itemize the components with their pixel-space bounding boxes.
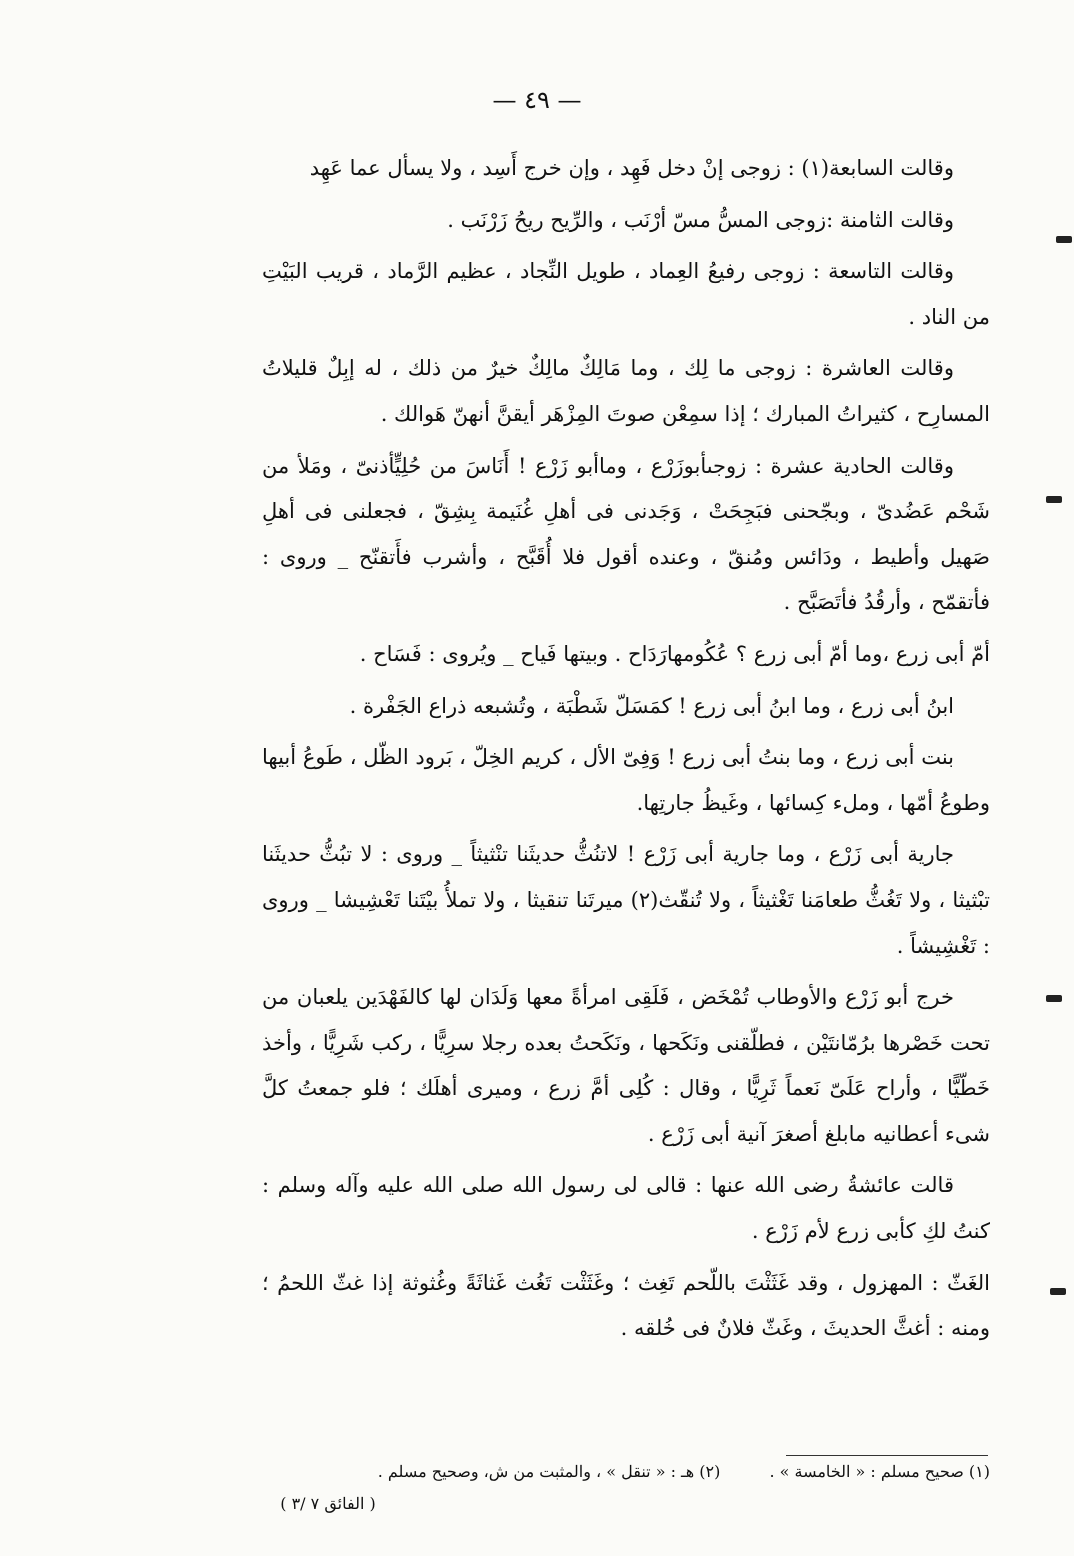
footnotes xyxy=(300,1460,990,1484)
paragraph: الغَثّ : المهزول ، وقد غَثَثْتَ باللّحم تَغِث ؛ وغَثَثْت تَغُث غَثاثَةً وغُثوثة إذا غثّ اللحمُ ؛ ومنه : أغثَّ الحديثَ ، وغَثّ فلانٌ فى خُلقه . xyxy=(262,1270,990,1341)
paragraph: أمّ أبى زرع ،وما أمّ أبى زرع ؟ عُكُومهارَدَاح . وبيتها فَياح _ ويُروى : فَسَاح . xyxy=(359,641,990,666)
paragraph: خرج أبو زَرْع والأوطاب تُمْخَض ، فَلَقِى امرأةً معها وَلَدَان لها كالفَهْدَين يلعبان من تحت خَصْرها برُمّانتَيْن ، فطلّقنى ونَكَحها ، ونَكَحتُ بعده رجلا سرِيًّا ، ركب شَرِيًّا ، وأخذ خَطّيًّا ، وأراح عَلَىّ نَعماً ثَرِيًّا ، وقال : كُلِى أمَّ زرع ، وميرى أهلَك ؛ فلو جمعتُ كلَّ شىء أعطانيه مابلغ أصغرَ آنية أبى زَرْع . xyxy=(262,985,990,1146)
margin-marker xyxy=(1050,1288,1066,1295)
margin-marker xyxy=(1046,995,1062,1002)
page-number: — ٤٩ — xyxy=(492,86,582,114)
paragraph: وقالت التاسعة : زوجى رفيعُ العِماد ، طويل النِّجاد ، عظيم الرَّماد ، قريب البَيْتِ من الناد . xyxy=(262,259,990,329)
footnote-divider xyxy=(786,1455,988,1456)
paragraph: وقالت الحادية عشرة : زوجىأبوزَرْع ، وماأبو زَرْع ! أَنَاسَ من حُلِيٍّأذنىّ ، ومَلأ من شَحْم عَضُدىّ ، وبجّحنى فبَجِحَتْ ، وَجَدنى فى أهلِ غُنَيمة بِشِقّ ، فجعلنى فى أهلِ صَهيل وأطيط ، ودَائس ومُنقّ ، وعنده أقول فلا أُقَبَّح ، وأشرب فأَتقنّح _ وروى : فأتقمّح ، وأرقُدُ فأتَصَبَّح . xyxy=(262,453,990,615)
paragraph: جارية أبى زَرْع ، وما جارية أبى زَرْع ! لاتنُثُّ حديثَنا تنْثيثاً _ وروى : لا تبُثُّ حديثَنا تبْثيثا ، ولا تَغُثُّ طعامَنا تَغْثيثاً ، ولا تُنقّث(٢) ميرتَنا تنقيثا ، ولا تملأُ بيْتَنا تَعْشِيشا _ وروى : تَغْشِيشاً . xyxy=(262,842,990,958)
paragraph: بنت أبى زرع ، وما بنتُ أبى زرع ! وَفِىّ الأل ، كريم الخِلّ ، بَرود الظّل ، طَوعُ أبيها وطوعُ أمّها ، وملء كِسائها ، وغَيظُ جارتِها. xyxy=(262,745,990,815)
paragraph: قالت عائشةُ رضى الله عنها : قالى لى رسول الله صلى الله عليه وآله وسلم : كنتُ لكِ كأبى زرع لأم زَرْع . xyxy=(262,1173,990,1244)
paragraph: وقالت السابعة(١) : زوجى إنْ دخل فَهِد ، وإن خرج أَسِد ، ولا يسأل عما عَهِد xyxy=(309,156,954,180)
signature-mark: ( الفائق ٧ /٣ ) xyxy=(280,1494,376,1513)
paragraph: وقالت العاشرة : زوجى ما لِك ، وما مَالِكٌ مالِكٌ خيرٌ من ذلك ، له إبِلٌ قليلاتُ المسارِح ، كثيراتُ المبارك ؛ إذا سمِعْن صوتَ المِزْهَر أيقنَّ أنهنّ هَوالك . xyxy=(262,356,990,426)
footnote: (٢) هـ : « تنقل » ، والمثبت من ش، وصحيح مسلم . xyxy=(377,1462,721,1481)
body-text xyxy=(262,146,990,1358)
margin-marker xyxy=(1046,496,1062,503)
paragraph: وقالت الثامنة :زوجى المسُّ مسّ أرْنَب ، والرِّيح ريحُ زَرْنَب . xyxy=(447,207,954,232)
footnote: (١) صحيح مسلم : « الخامسة » . xyxy=(769,1462,990,1481)
margin-marker xyxy=(1056,236,1072,243)
paragraph: ابنُ أبى زرع ، وما ابنُ أبى زرع ! كمَسَلّ شَطْبَة ، وتُشبعه ذراع الجَفْرة . xyxy=(349,693,954,718)
